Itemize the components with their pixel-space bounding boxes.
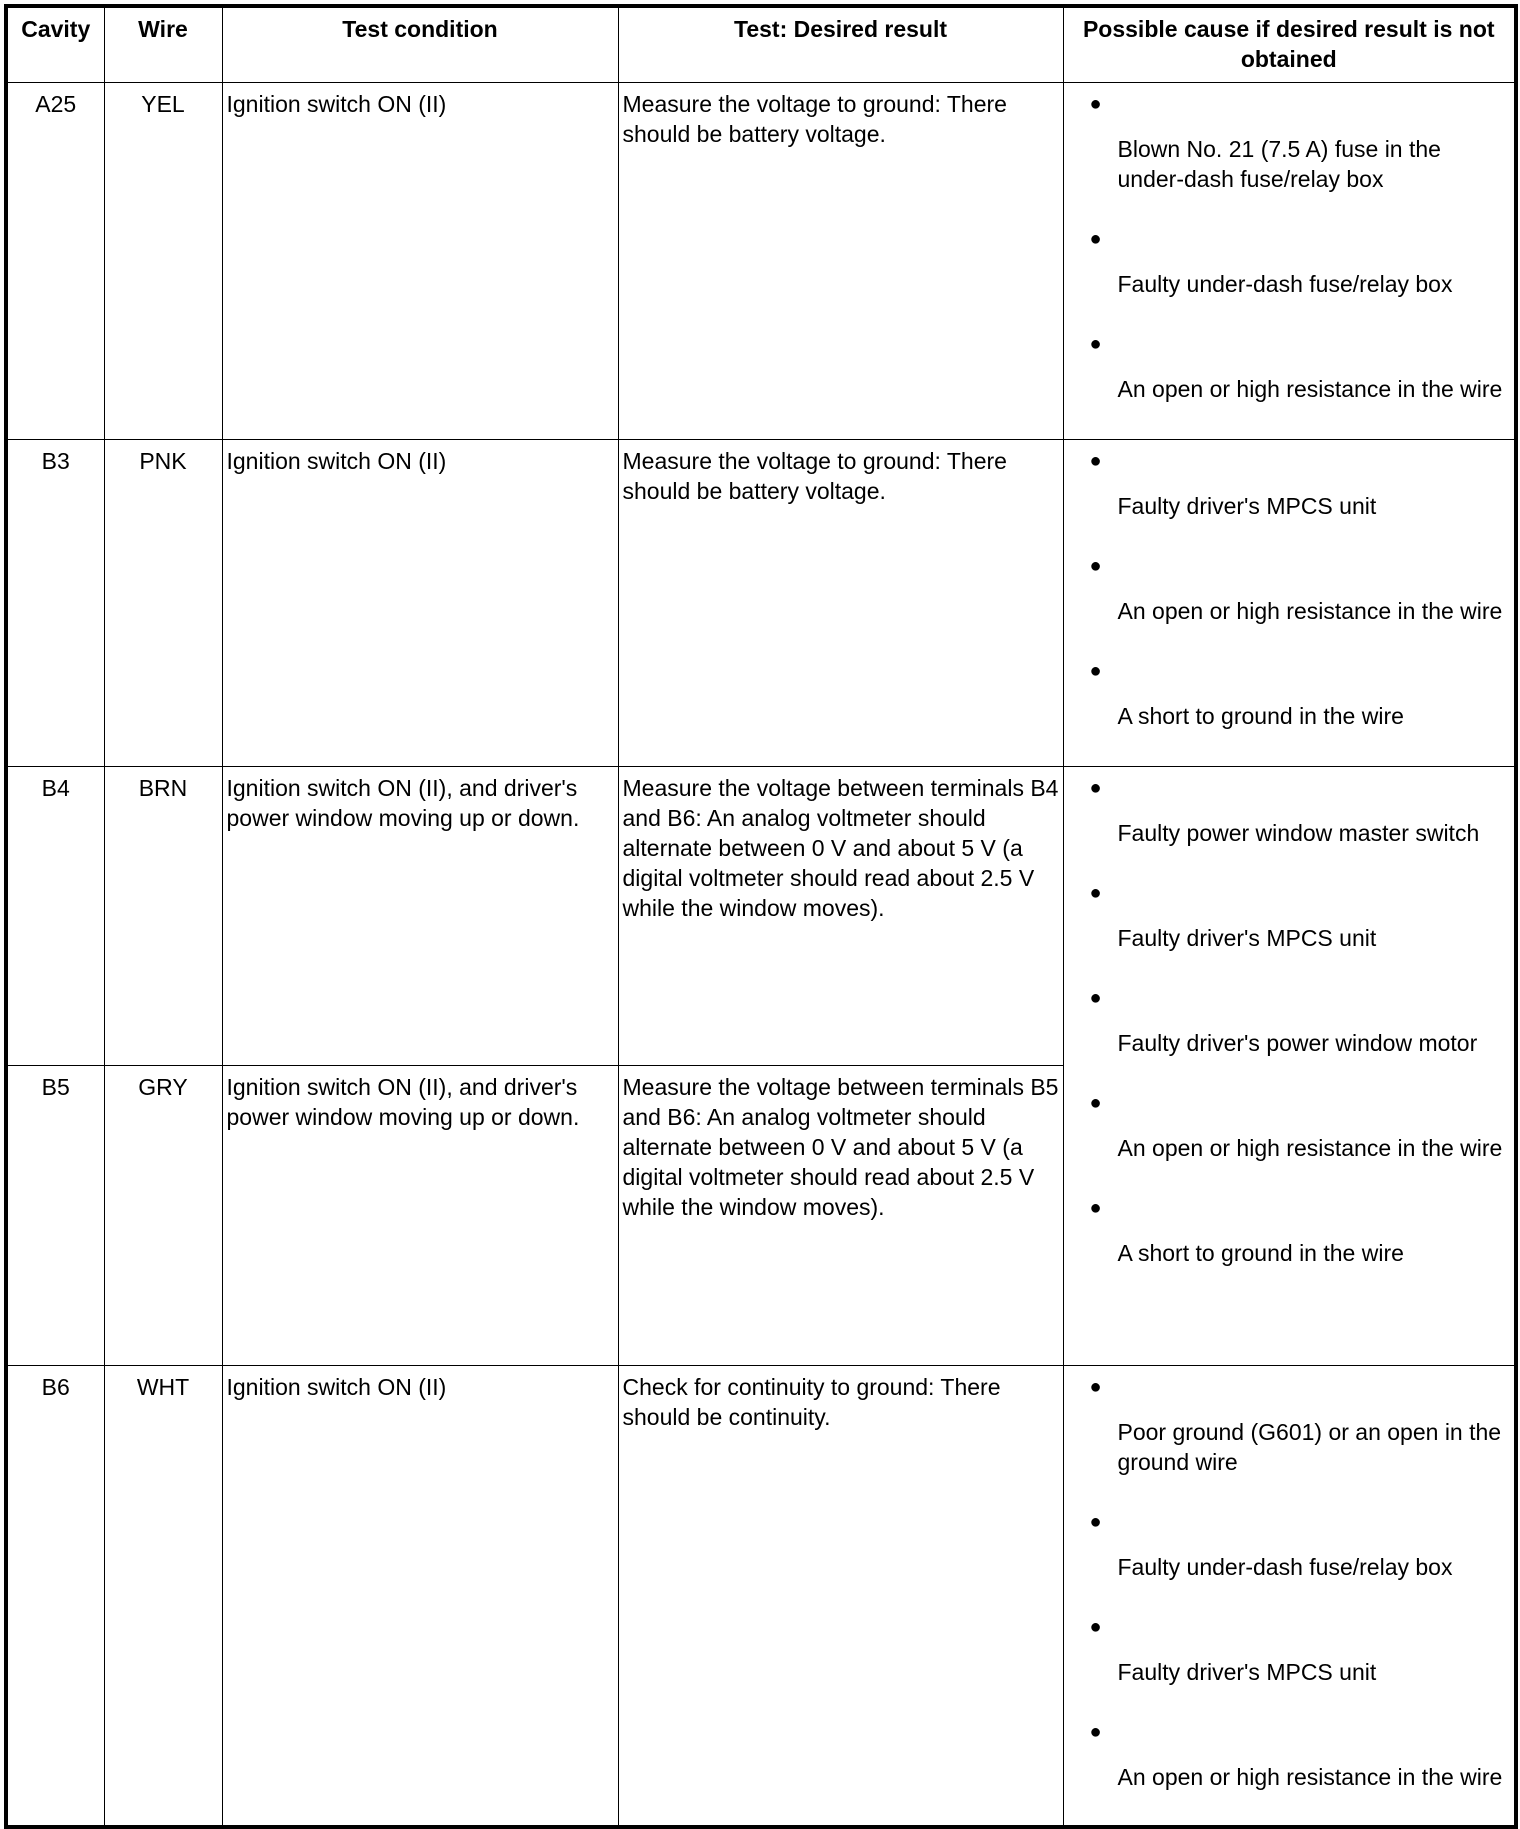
cause-text: Faulty power window master switch xyxy=(1117,820,1480,846)
cavity-cell: A25 xyxy=(6,83,104,440)
bullet-icon: ● xyxy=(1089,777,1102,799)
test-condition-cell: Ignition switch ON (II), and driver's power window moving up or down. xyxy=(222,767,618,1066)
header-possible-cause: Possible cause if desired result is not obtained xyxy=(1063,6,1516,83)
cause-text: Poor ground (G601) or an open in the ground wire xyxy=(1117,1419,1502,1475)
connector-test-table xyxy=(4,4,1518,1829)
list-item xyxy=(1068,1612,1507,1687)
test-result-cell: Measure the voltage between terminals B5 and B6: An analog voltmeter should alternate between 0 V and about 5 V (a digital voltmeter should read about 2.5 V while the window moves). xyxy=(618,1066,1063,1366)
cause-text: An open or high resistance in the wire xyxy=(1117,376,1503,402)
list-item xyxy=(1068,446,1507,521)
test-result-cell: Check for continuity to ground: There should be continuity. xyxy=(618,1366,1063,1827)
test-result-cell: Measure the voltage between terminals B4 and B6: An analog voltmeter should alternate between 0 V and about 5 V (a digital voltmeter should read about 2.5 V while the window moves). xyxy=(618,767,1063,1066)
bullet-icon: ● xyxy=(1089,93,1102,115)
cavity-cell: B6 xyxy=(6,1366,104,1827)
test-result-cell: Measure the voltage to ground: There should be battery voltage. xyxy=(618,83,1063,440)
cause-text: An open or high resistance in the wire xyxy=(1117,1764,1503,1790)
list-item xyxy=(1068,878,1507,953)
cause-text: An open or high resistance in the wire xyxy=(1117,1135,1503,1161)
possible-cause-cell xyxy=(1063,767,1516,1366)
list-item xyxy=(1068,1193,1507,1268)
bullet-icon: ● xyxy=(1089,1197,1102,1219)
wire-cell: GRY xyxy=(104,1066,222,1366)
bullet-icon: ● xyxy=(1089,1616,1102,1638)
list-item xyxy=(1068,1372,1507,1477)
bullet-icon: ● xyxy=(1089,333,1102,355)
wire-cell: YEL xyxy=(104,83,222,440)
bullet-icon: ● xyxy=(1089,1511,1102,1533)
list-item xyxy=(1068,551,1507,626)
test-condition-cell: Ignition switch ON (II) xyxy=(222,1366,618,1827)
bullet-icon: ● xyxy=(1089,1721,1102,1743)
header-wire: Wire xyxy=(104,6,222,83)
cause-text: A short to ground in the wire xyxy=(1117,703,1404,729)
possible-cause-cell xyxy=(1063,440,1516,767)
bullet-icon: ● xyxy=(1089,882,1102,904)
table-row xyxy=(6,1366,1516,1827)
wire-cell: WHT xyxy=(104,1366,222,1827)
cause-text: Blown No. 21 (7.5 A) fuse in the under-dash fuse/relay box xyxy=(1117,136,1441,192)
possible-cause-cell xyxy=(1063,1366,1516,1827)
list-item xyxy=(1068,773,1507,848)
bullet-icon: ● xyxy=(1089,555,1102,577)
header-test-condition: Test condition xyxy=(222,6,618,83)
bullet-icon: ● xyxy=(1089,1092,1102,1114)
cause-text: Faulty driver's MPCS unit xyxy=(1117,1659,1377,1685)
list-item xyxy=(1068,224,1507,299)
list-item xyxy=(1068,983,1507,1058)
header-row xyxy=(6,6,1516,83)
list-item xyxy=(1068,89,1507,194)
cause-list xyxy=(1068,446,1511,731)
header-test-result: Test: Desired result xyxy=(618,6,1063,83)
cause-text: An open or high resistance in the wire xyxy=(1117,598,1503,624)
test-condition-cell: Ignition switch ON (II), and driver's power window moving up or down. xyxy=(222,1066,618,1366)
header-cavity: Cavity xyxy=(6,6,104,83)
bullet-icon: ● xyxy=(1089,450,1102,472)
test-condition-cell: Ignition switch ON (II) xyxy=(222,440,618,767)
possible-cause-cell xyxy=(1063,83,1516,440)
test-result-cell: Measure the voltage to ground: There should be battery voltage. xyxy=(618,440,1063,767)
list-item xyxy=(1068,1507,1507,1582)
cause-text: Faulty under-dash fuse/relay box xyxy=(1117,271,1453,297)
wire-cell: PNK xyxy=(104,440,222,767)
bullet-icon: ● xyxy=(1089,987,1102,1009)
cause-text: Faulty under-dash fuse/relay box xyxy=(1117,1554,1453,1580)
cavity-cell: B3 xyxy=(6,440,104,767)
cause-list xyxy=(1068,1372,1511,1792)
table-row xyxy=(6,83,1516,440)
table-row xyxy=(6,440,1516,767)
list-item xyxy=(1068,1088,1507,1163)
cavity-cell: B5 xyxy=(6,1066,104,1366)
cause-list xyxy=(1068,89,1511,404)
cause-text: Faulty driver's MPCS unit xyxy=(1117,925,1377,951)
bullet-icon: ● xyxy=(1089,1376,1102,1398)
cause-text: A short to ground in the wire xyxy=(1117,1240,1404,1266)
bullet-icon: ● xyxy=(1089,228,1102,250)
table-row xyxy=(6,767,1516,1066)
bullet-icon: ● xyxy=(1089,660,1102,682)
cause-list xyxy=(1068,773,1511,1268)
list-item xyxy=(1068,329,1507,404)
cavity-cell: B4 xyxy=(6,767,104,1066)
test-condition-cell: Ignition switch ON (II) xyxy=(222,83,618,440)
wire-cell: BRN xyxy=(104,767,222,1066)
list-item xyxy=(1068,656,1507,731)
cause-text: Faulty driver's power window motor xyxy=(1117,1030,1478,1056)
cause-text: Faulty driver's MPCS unit xyxy=(1117,493,1377,519)
list-item xyxy=(1068,1717,1507,1792)
